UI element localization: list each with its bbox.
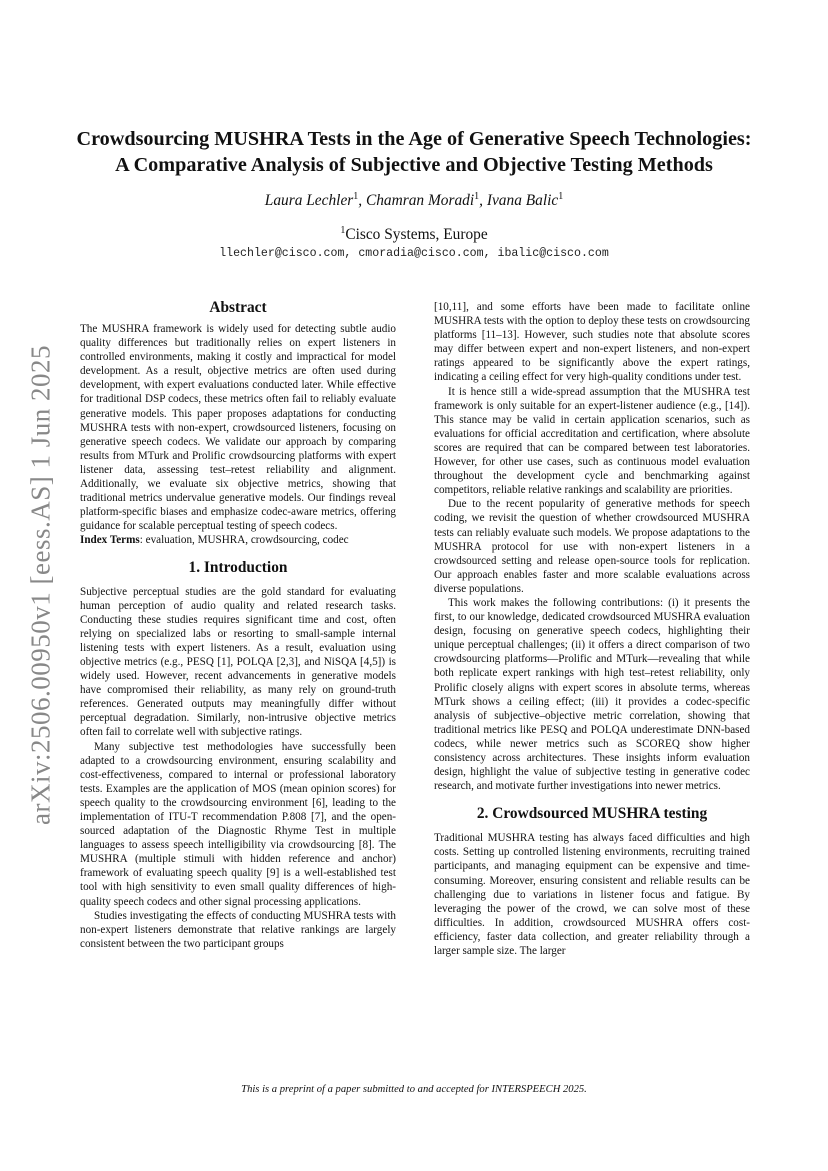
author-affil-mark: 1 [558, 191, 564, 202]
author-name: Laura Lechler [264, 192, 354, 209]
contributions-paragraph: This work makes the following contributions: (i) it presents the first, to our knowledge, dedicated crowdsourced MUSHRA evaluation design, focusing on generative speech codecs, highlighting their unique perceptual challenges; (ii) it offers a direct comparison of two crowdsourcing platforms—Prolific and MTurk—revealing that while both replicate expert rankings with high test–retest reliability, only Prolific closely aligns with expert scores in absolute terms, whereas MTurk shows a ceiling effect; (iii) it provides a codec-specific analysis of subjective–objective metric correlation, showing that traditional metrics like PESQ and POLQA underestimate DNN-based codecs, while newer metrics such as SCOREQ show higher consistency across architectures. These insights inform evaluation design, highlight the value of subjective testing in generative codec research, and motivate further investigations into newer metrics. [434, 596, 750, 793]
abstract-text: The MUSHRA framework is widely used for detecting subtle audio quality differences but traditionally relies on expert listeners in controlled environments, making it costly and impractical for model development. As a result, objective metrics are often used during development, with expert evaluations conducted later. While effective for traditional DSP codecs, these metrics often fail to reliably evaluate generative models. This paper proposes adaptations for conducting MUSHRA tests with non-expert, crowdsourced listeners, focusing on generative speech codecs. We validate our approach by comparing results from MTurk and Prolific crowdsourcing platforms with expert listener data, assessing test–retest reliability and alignment. Additionally, we evaluate six objective metrics, showing that traditional metrics undervalue generative models. Our findings reveal platform-specific biases and emphasize codec-aware metrics, offering guidance for scalable perceptual testing of speech codecs. [80, 323, 396, 533]
affiliation-mark: 1 [340, 225, 346, 236]
index-terms [80, 533, 396, 547]
author-name: Ivana Balic [486, 192, 559, 209]
author-affil-mark: 1 [474, 191, 480, 202]
intro-paragraph-2: Many subjective test methodologies have successfully been adapted to a crowdsourcing environment, ensuring scalability and cost-effectiveness, compared to internal or professional laboratory tests. Examples are the application of MOS (mean opinion scores) for speech quality to the crowdsourcing environment [6], leading to the implementation of ITU-T recommendation P.808 [7], and the open-sourced adaptation of the Diagnostic Rhyme Test in multiple languages to assess speech intelligibility via crowdsourcing [8]. The MUSHRA (multiple stimuli with hidden reference and anchor) framework of evaluating speech quality [9] is a well-established test tool with high sensitivity to even small quality differences of high-quality speech codecs and other signal processing applications. [80, 740, 396, 908]
intro-paragraph-3: Studies investigating the effects of conducting MUSHRA tests with non-expert listeners demonstrate that relative rankings are largely consistent between the two participant groups [80, 909, 396, 950]
crowdsourced-mushra-heading: 2. Crowdsourced MUSHRA testing [476, 805, 708, 823]
paper-title [60, 126, 768, 178]
right-column [434, 300, 750, 958]
title-line-1: Crowdsourcing MUSHRA Tests in the Age of Generative Speech Technologies: [76, 128, 752, 150]
intro-paragraph-4: It is hence still a wide-spread assumption that the MUSHRA test framework is only suitable for an expert-listener audience (e.g., [14]). This stance may be valid in certain application scenarios, such as evaluations for official accreditation and certification, where absolute scores are required that can be compared between test laboratories. However, for other use cases, such as continuous model evaluation throughout the development cycle and benchmarking against competitors, reliable relative rankings and scalability are priorities. [434, 385, 750, 497]
author-emails: llechler@cisco.com, cmoradia@cisco.com, ibalic@cisco.com [219, 247, 609, 260]
preprint-footer: This is a preprint of a paper submitted to and accepted for INTERSPEECH 2025. [241, 1084, 587, 1095]
affiliation [60, 225, 768, 244]
index-terms-label: Index Terms [80, 534, 140, 547]
left-column [80, 298, 396, 951]
arxiv-identifier-text: arXiv:2506.00950v1 [eess.AS] 1 Jun 2025 [25, 345, 56, 825]
introduction-heading: 1. Introduction [188, 558, 288, 576]
author-name: Chamran Moradi [365, 192, 475, 209]
arxiv-identifier [26, 340, 56, 830]
crowdsourced-paragraph-1: Traditional MUSHRA testing has always faced difficulties and high costs. Setting up controlled listening environments, recruiting trained participants, and managing equipment can be expensive and time-consuming. Moreover, ensuring consistent and reliable results can be challenging due to variations in listener focus and fatigue. By leveraging the power of the crowd, we can solve most of these difficulties. In addition, crowdsourced MUSHRA offers cost-efficiency, faster data collection, and greater reliability through a larger sample size. The larger [434, 832, 750, 958]
title-line-2: A Comparative Analysis of Subjective and Objective Testing Methods [115, 154, 713, 176]
author-separator: , [479, 192, 487, 209]
affiliation-name: Cisco Systems, Europe [345, 226, 488, 243]
intro-paragraph-3-continued: [10,11], and some efforts have been made to facilitate online MUSHRA tests with the option to deploy these tests on crowdsourcing platforms [11–13]. However, such studies note that absolute scores may differ between expert and non-expert listeners, and non-expert ratings appeared to be significantly above the expert ratings, indicating a ceiling effect for very high-quality conditions under test. [434, 301, 750, 384]
intro-paragraph-5: Due to the recent popularity of generative methods for speech coding, we revisit the question of whether crowdsourced MUSHRA tests can reliably evaluate such models. We propose adaptations to the MUSHRA protocol for use with non-expert listeners in a crowdsourced setting and release open-source tools for replication. Our approach enables faster and more scalable evaluations across diverse populations. [434, 498, 750, 595]
author-list [60, 191, 768, 210]
author-separator: , [358, 192, 366, 209]
index-terms-text: : evaluation, MUSHRA, crowdsourcing, codec [139, 534, 349, 547]
abstract-heading: Abstract [209, 299, 267, 316]
intro-paragraph-1: Subjective perceptual studies are the gold standard for evaluating human perception of audio quality and related research tasks. Conducting these studies requires significant time and cost, often relying on specialized labs or resorting to small-sample internal listening tests with expert listeners. As a result, evaluation using objective metrics (e.g., PESQ [1], POLQA [2,3], and NiSQA [4,5]) is widely used. However, recent advancements in generative models have compromised their reliability, as many rely on ground-truth references. Generated outputs may meaningfully differ without perceptual degradation. Similarly, non-intrusive objective metrics often fail to correlate well with subjective ratings. [80, 585, 396, 739]
author-affil-mark: 1 [353, 191, 359, 202]
